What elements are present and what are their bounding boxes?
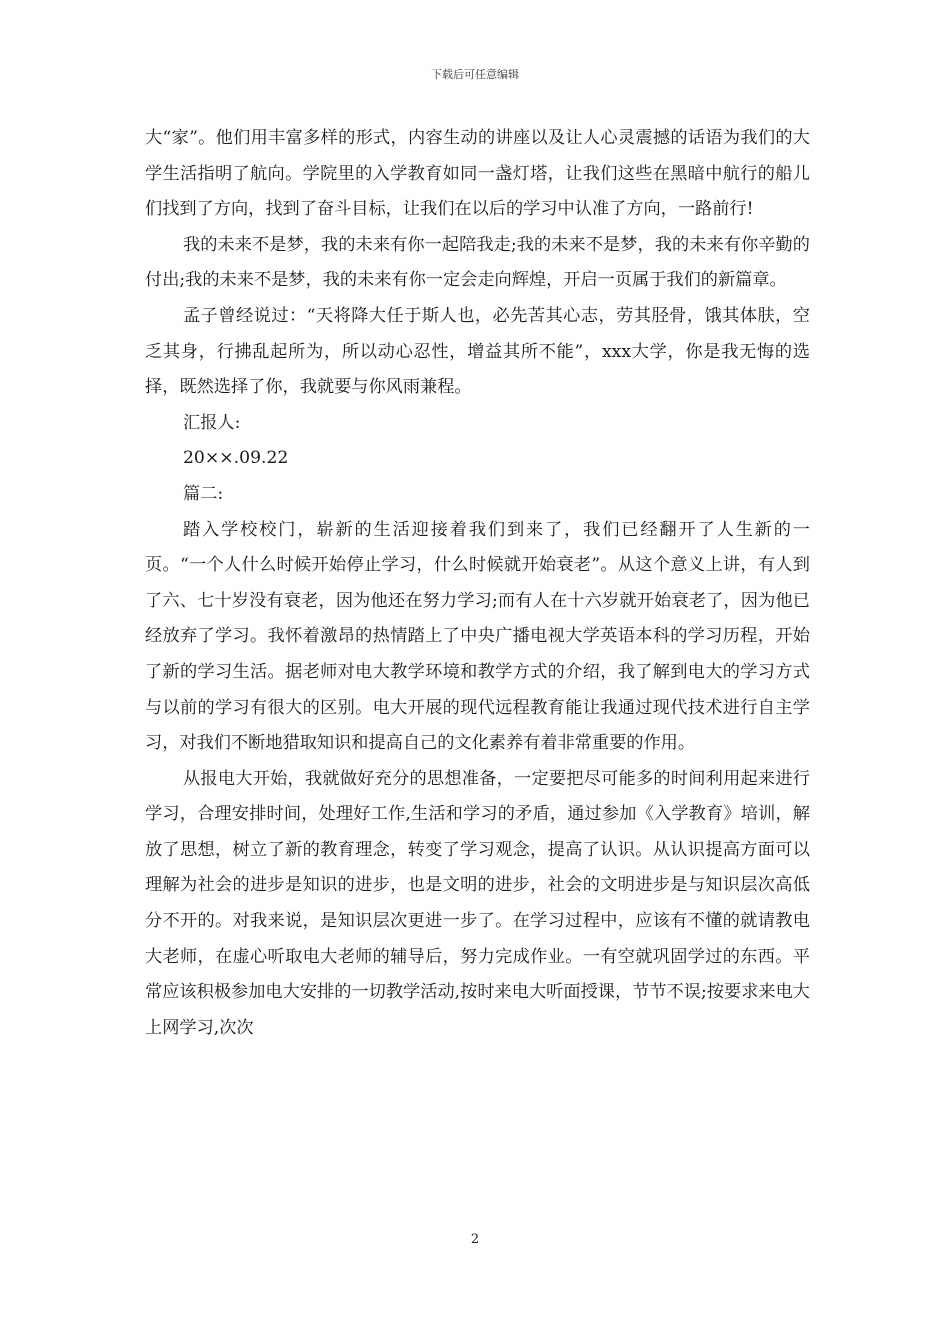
section-heading-part-two: 篇二: (183, 483, 224, 504)
report-date: 20××.09.22 (183, 448, 289, 469)
reporter-label: 汇报人: (183, 412, 241, 433)
paragraph-entering-school: 踏入学校校门，崭新的生活迎接着我们到来了，我们已经翻开了人生新的一页。“一个人什么时候开始停止学习，什么时候就开始衰老”。从这个意义上讲，有人到了六、七十岁没有衰老，因为他还在努力学习;而有人在十六岁就开始衰老了，因为他已经放弃了学习。我怀着激昂的热情踏上了中央广播电视大学英语本科的学习历程，开始了新的学习生活。据老师对电大教学环境和教学方式的介绍，我了解到电大的学习方式与以前的学习有很大的区别。电大开展的现代远程教育能让我通过现代技术进行自主学习，对我们不断地猎取知识和提高自己的文化素养有着非常重要的作用。 (145, 519, 810, 754)
document-body (145, 121, 810, 1046)
paragraph-future-dream: 我的未来不是梦，我的未来有你一起陪我走;我的未来不是梦，我的未来有你辛勤的付出;我的未来不是梦，我的未来有你一定会走向辉煌，开启一页属于我们的新篇章。 (145, 234, 810, 291)
paragraph-study-preparation: 从报电大开始，我就做好充分的思想准备，一定要把尽可能多的时间利用起来进行学习，合理安排时间，处理好工作,生活和学习的矛盾，通过参加《入学教育》培训，解放了思想，树立了新的教育理念，转变了学习观念，提高了认识。从认识提高方面可以理解为社会的进步是知识的进步，也是文明的进步，社会的文明进步是与知识层次高低分不开的。对我来说，是知识层次更进一步了。在学习过程中，应该有不懂的就请教电大老师，在虚心听取电大老师的辅导后，努力完成作业。一有空就巩固学过的东西。平常应该积极参加电大安排的一切教学活动,按时来电大听面授课，节节不误;按要求来电大上网学习,次次 (145, 768, 810, 1038)
page-header-note: 下载后可任意编辑 (431, 68, 519, 81)
paragraph-continuation: 大“家”。他们用丰富多样的形式，内容生动的讲座以及让人心灵震撼的话语为我们的大学生活指明了航向。学院里的入学教育如同一盏灯塔，让我们这些在黑暗中航行的船儿们找到了方向，找到了奋斗目标，让我们在以后的学习中认准了方向，一路前行! (145, 128, 810, 220)
paragraph-mencius-quote: 孟子曾经说过：“天将降大任于斯人也，必先苦其心志，劳其胫骨，饿其体肤，空乏其身，行拂乱起所为，所以动心忍性，增益其所不能”，xxx大学，你是我无悔的选择，既然选择了你，我就要与你风雨兼程。 (145, 305, 810, 398)
page-number: 2 (470, 1232, 480, 1247)
